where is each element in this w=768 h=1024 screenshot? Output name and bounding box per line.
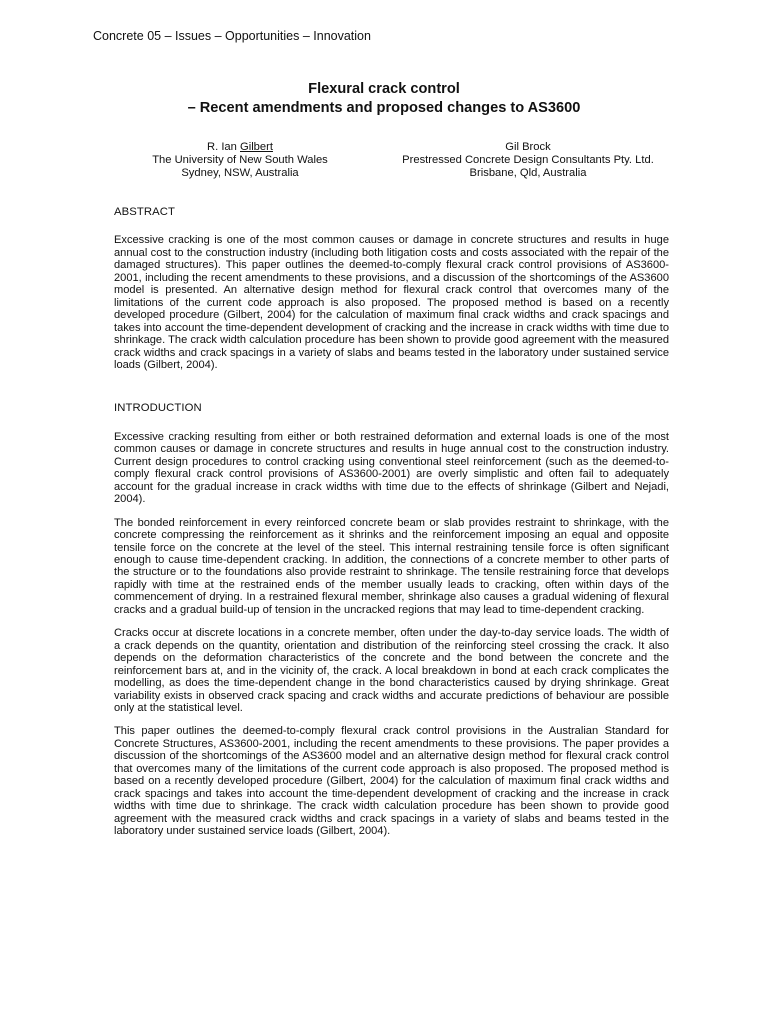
introduction-paragraph-1: Excessive cracking resulting from either or both restrained deformation and external loads is one of the most common causes or damage in concrete structures and results in huge annual cost to the construction industry. Current design procedures to control cracking using conventional steel reinforcement (such as the deemed-to-comply flexural crack control provisions of AS3600-2001) are overly simplistic and often fail to adequately account for the gradual increase in crack widths with time due to the effects of shrinkage (Gilbert and Nejadi, 2004). (114, 430, 669, 506)
author-name-2-prefix: Gil Brock (505, 141, 551, 153)
author-block-2 (383, 141, 673, 181)
author-name-1 (130, 141, 350, 154)
author-affiliation-2: Prestressed Concrete Design Consultants Pty. Ltd. (402, 154, 654, 167)
author-block-1 (130, 141, 350, 181)
author-name-1-surname: Gilbert (240, 141, 273, 153)
section-spacer (114, 382, 669, 402)
abstract-paragraph: Excessive cracking is one of the most common causes or damage in concrete structures and results in huge annual cost to the construction industry (including both litigation costs and costs associated with the repair of the damaged structures). This paper outlines the deemed-to-comply flexural crack control provisions of AS3600-2001, including the recent amendments to these provisions, and a discussion of the shortcomings of the AS3600 model is presented. An alternative design method for flexural crack control that overcomes many of the limitations of the current code approach is also proposed. The proposed method is based on a recently developed procedure (Gilbert, 2004) for the calculation of maximum final crack widths and crack spacings and takes into account the time-dependent development of cracking and the increase in crack widths with time due to shrinkage. The crack width calculation procedure has been shown to provide good agreement with the measured crack widths and crack spacings in a variety of slabs and beams tested in the laboratory under sustained service loads (Gilbert, 2004). (114, 234, 669, 371)
introduction-paragraph-3: Cracks occur at discrete locations in a concrete member, often under the day-to-day service loads. The width of a crack depends on the quantity, orientation and distribution of the reinforcing steel crossing the crack. It also depends on the deformation characteristics of the concrete and the bond between the concrete and the reinforcement bars at, and in the vicinity of, the crack. A local breakdown in bond at each crack complicates the modelling, as does the time-dependent change in the bond characteristics caused by drying shrinkage. Great variability exists in observed crack spacing and crack widths and accurate predictions of behaviour are possible only at the statistical level. (114, 627, 669, 714)
author-name-1-prefix: R. Ian (207, 141, 240, 153)
body-content (114, 206, 669, 848)
title-line-2: – Recent amendments and proposed changes to AS3600 (187, 100, 581, 116)
author-location-2: Brisbane, Qld, Australia (469, 167, 587, 180)
title-line-1: Flexural crack control (308, 81, 460, 97)
paper-title (0, 80, 768, 118)
author-name-2 (383, 141, 673, 154)
running-header: Concrete 05 – Issues – Opportunities – Innovation (93, 29, 371, 43)
author-location-1: Sydney, NSW, Australia (181, 167, 299, 180)
introduction-paragraph-4: This paper outlines the deemed-to-comply flexural crack control provisions in the Australian Standard for Concrete Structures, AS3600-2001, including the recent amendments to these provisions. The paper provides a discussion of the shortcomings of the AS3600 model and an alternative design method for flexural crack control that overcomes many of the limitations of the current code approach is also proposed. The proposed method is based on a recently developed procedure (Gilbert, 2004) for the calculation of maximum final crack widths and crack spacings and takes into account the time-dependent development of cracking and the increase in crack widths with time due to shrinkage. The crack width calculation procedure has been shown to provide good agreement with the measured crack widths and crack spacings in a variety of slabs and beams tested in the laboratory under sustained service loads (Gilbert, 2004). (114, 725, 669, 838)
introduction-paragraph-2: The bonded reinforcement in every reinforced concrete beam or slab provides restraint to shrinkage, with the concrete compressing the reinforcement as it shrinks and the reinforcement imposing an equal and opposite tensile force on the concrete at the level of the steel. This internal restraining tensile force is often significant enough to cause time-dependent cracking. In addition, the connections of a concrete member to other parts of the structure or to the foundations also provide restraint to shrinkage. The tensile restraining force that develops rapidly with time at the restrained ends of the member usually leads to cracking, often within days of the commencement of drying. In a restrained flexural member, shrinkage also causes a gradual widening of flexural cracks and a gradual build-up of tension in the uncracked regions that may lead to time-dependent cracking. (114, 516, 669, 616)
abstract-heading: ABSTRACT (114, 206, 176, 218)
author-affiliation-1: The University of New South Wales (152, 154, 328, 167)
introduction-heading: INTRODUCTION (114, 402, 202, 415)
